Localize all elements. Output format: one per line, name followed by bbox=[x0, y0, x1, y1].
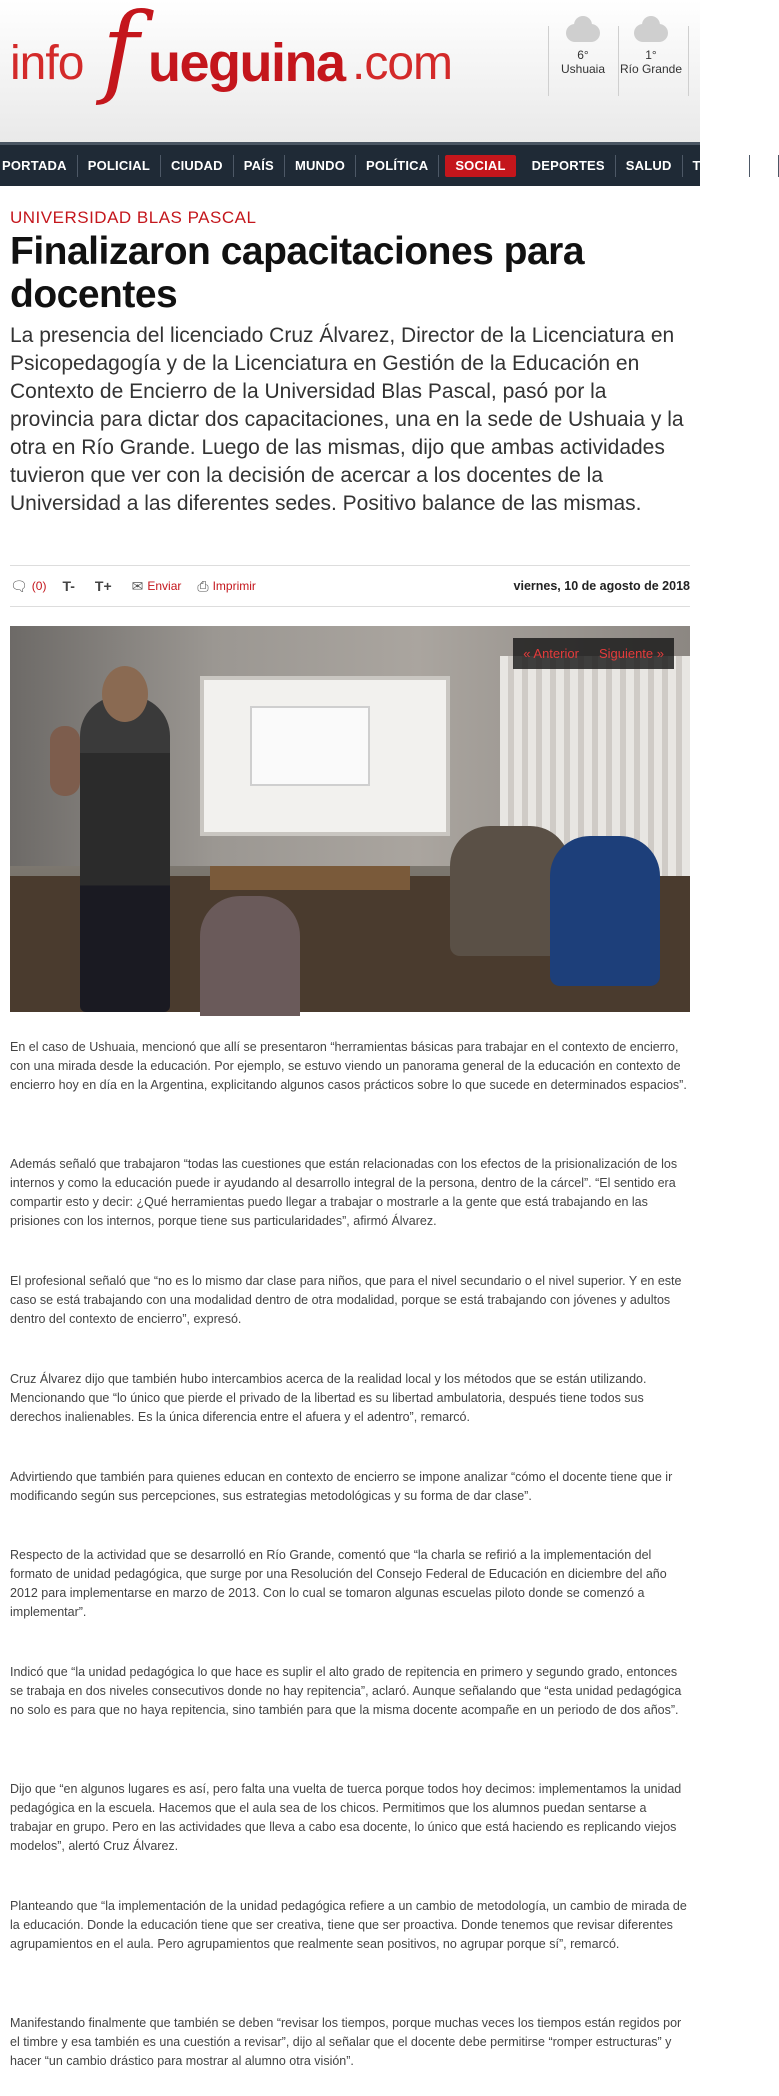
photo-person bbox=[550, 836, 660, 986]
nav-item-politica[interactable]: POLÍTICA bbox=[356, 155, 439, 177]
nav-item-mundo[interactable]: MUNDO bbox=[285, 155, 356, 177]
weather-rio-grande[interactable] bbox=[616, 24, 686, 76]
article-paragraph: Planteando que “la implementación de la unidad pedagógica refiere a un cambio de metodología, un cambio de mirada de la educación. Donde la educación tiene que ser creativa, tiene que ser proactiva. Donde tenemos que revisar diferentes agrupamientos en el aula. Pero agrupamientos que realmente sean positivos, no agrupar porque sí”, remarcó. bbox=[10, 1899, 687, 1951]
font-smaller-button[interactable] bbox=[62, 578, 78, 594]
weather-ushuaia[interactable] bbox=[548, 24, 618, 76]
photo-person bbox=[200, 896, 300, 1016]
article-paragraph: Cruz Álvarez dijo que también hubo intercambios acerca de la realidad local y los métodos que se están utilizando. Mencionando que “lo único que pierde el privado de la libertad es su libertad ambulatoria, después tiene todos sus derechos inalienables. Es la única diferencia entre el afuera y el adentro”, remarcó. bbox=[10, 1372, 647, 1424]
weather-divider bbox=[688, 26, 689, 96]
send-label: Enviar bbox=[147, 579, 182, 593]
photo-prev-button[interactable]: « Anterior bbox=[523, 646, 579, 661]
comments-count: (0) bbox=[31, 579, 47, 593]
nav-item-portada[interactable]: PORTADA bbox=[0, 155, 78, 177]
weather-temp: 1° bbox=[645, 48, 657, 62]
envelope-icon: ✉︎ bbox=[131, 577, 144, 594]
nav-item-more[interactable]: F bbox=[750, 155, 779, 177]
article-toolbar bbox=[10, 565, 690, 607]
weather-temp: 6° bbox=[577, 48, 589, 62]
font-smaller-icon: T- bbox=[62, 578, 75, 594]
send-button[interactable] bbox=[132, 578, 182, 595]
article-date: viernes, 10 de agosto de 2018 bbox=[513, 579, 690, 593]
cloud-icon bbox=[566, 24, 600, 42]
comments-button[interactable] bbox=[10, 578, 46, 595]
article-paragraph: Dijo que “en algunos lugares es así, pero falta una vuelta de tuerca porque todos hoy decimos: implementamos la unidad pedagógica en la escuela. Hacemos que el aula sea de los chicos. Permitimos que los alumnos puedan sentarse a trabajar en grupo. Pero en las actividades que lleva a cabo esa docente, lo único que está haciendo es replicando viejos modelos”, alertó Cruz Álvarez. bbox=[10, 1782, 682, 1853]
nav-item-policial[interactable]: POLICIAL bbox=[78, 155, 161, 177]
article-paragraph: Además señaló que trabajaron “todas las cuestiones que están relacionadas con los efectos de la prisionalización de los internos y como la educación puede ir ayudando al desarrollo integral de la persona, dentro de la cárcel”. “El sentido era compartir esto y decir: ¿Qué herramientas puedo llegar a trabajar o mostrarle a la gente que está trabajando en las prisiones con los internos, porque tiene sus particularidades”, afirmó Álvarez. bbox=[10, 1157, 678, 1228]
photo-projection bbox=[250, 706, 370, 786]
logo-text-f: f bbox=[102, 0, 140, 108]
photo-navigation bbox=[513, 638, 674, 669]
nav-item-salud[interactable]: SALUD bbox=[616, 155, 683, 177]
article-paragraph: En el caso de Ushuaia, mencionó que allí se presentaron “herramientas básicas para trabajar en el contexto de encierro, con una mirada desde la educación. Por ejemplo, se estuvo viendo un panorama general de la educación en contexto de encierro hoy en día en la Argentina, explicitando algunos casos prácticos sobre lo que sucede en determinados espacios”. bbox=[10, 1040, 687, 1092]
article-paragraph: Indicó que “la unidad pedagógica lo que hace es suplir el alto grado de repitencia en primero y segundo grado, entonces se trabaja en dos niveles consecutivos donde no hay repitencia”, aclaró. Aunque señalando que “esta unidad pedagógica no solo es para que no haya repitencia, sino también para que la misma docente acompañe en un periodo de dos años”. bbox=[10, 1665, 682, 1717]
font-larger-button[interactable] bbox=[95, 578, 116, 594]
article-title: Finalizaron capacitaciones para docentes bbox=[10, 230, 585, 316]
photo-speaker-head bbox=[102, 666, 148, 722]
main-nav bbox=[0, 142, 769, 186]
photo-person bbox=[50, 726, 80, 796]
article-lede: La presencia del licenciado Cruz Álvarez, Director de la Licenciatura en Psicopedagogía y de la Licenciatura en Gestión de la Educación en Contexto de Encierro de la Universidad Blas Pascal, pasó por la provincia para dictar dos capacitaciones, una en la sede de Ushuaia y la otra en Río Grande. Luego de las mismas, dijo que ambas actividades tuvieron que ver con la decisión de acercar a los docentes de la Universidad a las diferentes sedes. Positivo balance de las mismas. bbox=[10, 324, 684, 515]
site-header bbox=[0, 0, 700, 142]
print-button[interactable] bbox=[197, 578, 256, 595]
article-kicker: UNIVERSIDAD BLAS PASCAL bbox=[10, 208, 257, 227]
print-label: Imprimir bbox=[212, 579, 256, 593]
printer-icon: ⎙ bbox=[197, 577, 209, 594]
photo-table bbox=[210, 866, 410, 890]
article-paragraph: Respecto de la actividad que se desarrolló en Río Grande, comentó que “la charla se refirió a la implementación del formato de unidad pedagógica, que surge por una Resolución del Consejo Federal de Educación en diciembre del año 2012 para implementarse en marzo de 2013. Con lo cual se tomaron algunas escuelas piloto donde se comenzó a implementar”. bbox=[10, 1548, 667, 1619]
nav-item-tecno[interactable]: TECNO bbox=[683, 155, 751, 177]
article-paragraph: Manifestando finalmente que también se deben “revisar los tiempos, porque muchas veces los tiempos están regidos por el timbre y esa también es una cuestión a revisar”, dijo al señalar que el docente debe permitirse “romper estructuras” y hacer “un cambio drástico para mostrar al alumno otra visión”. bbox=[10, 2016, 682, 2068]
article-paragraph: El profesional señaló que “no es lo mismo dar clase para niños, que para el nivel secundario o el nivel superior. Y en este caso se está trabajando con una modalidad dentro de otra modalidad, porque se está trabajando con jóvenes y adultos dentro del contexto de encierro”, expresó. bbox=[10, 1274, 682, 1326]
nav-item-ciudad[interactable]: CIUDAD bbox=[161, 155, 234, 177]
nav-item-social[interactable]: SOCIAL bbox=[445, 155, 515, 177]
article-paragraph: Advirtiendo que también para quienes educan en contexto de encierro se impone analizar “cómo el docente tiene que ir modificando según sus percepciones, sus estrategias metodológicas y su forma de dar clase”. bbox=[10, 1470, 673, 1503]
logo-text-info: info bbox=[10, 37, 84, 90]
weather-city: Ushuaia bbox=[560, 62, 606, 76]
comment-icon: 🗨︎ bbox=[10, 577, 28, 594]
nav-item-deportes[interactable]: DEPORTES bbox=[522, 155, 616, 177]
cloud-icon bbox=[634, 24, 668, 42]
font-larger-icon: T+ bbox=[94, 578, 112, 594]
photo-next-button[interactable]: Siguiente » bbox=[598, 646, 664, 661]
logo-text-ueguina: ueguina bbox=[148, 33, 345, 93]
logo-text-com: .com bbox=[352, 37, 453, 90]
nav-item-pais[interactable]: PAÍS bbox=[234, 155, 285, 177]
article-photo bbox=[10, 626, 690, 1012]
weather-city: Río Grande bbox=[619, 62, 683, 76]
photo-speaker bbox=[80, 696, 170, 1012]
